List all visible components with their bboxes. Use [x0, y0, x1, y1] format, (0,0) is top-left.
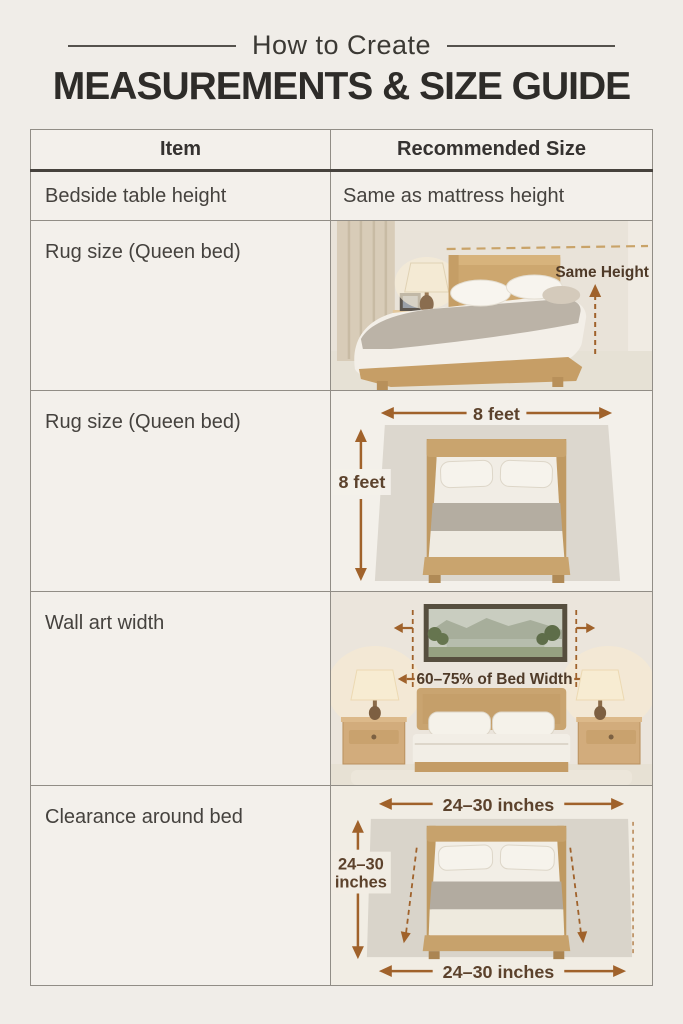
rug — [351, 770, 632, 785]
rug-width-label: 8 feet — [473, 403, 520, 425]
header — [0, 0, 683, 109]
table-row-bedside-height — [31, 171, 653, 221]
eyebrow-text: How to Create — [251, 30, 432, 60]
blanket-band — [431, 503, 563, 531]
pillow — [438, 845, 493, 871]
item-label: Rug size (Queen bed) — [31, 221, 331, 391]
table-row-clearance — [31, 786, 653, 986]
illustration-cell — [331, 786, 653, 986]
recommended-size-value: Same as mattress height — [331, 171, 653, 221]
clearance-left-label-line2: inches — [334, 873, 387, 892]
nightstand-left — [341, 717, 407, 764]
table-row-wall-art — [31, 592, 653, 786]
table-row-same-height — [31, 221, 653, 391]
clearance-bottom-label: 24–30 inches — [442, 962, 555, 983]
bed-frame — [415, 762, 569, 772]
pillow — [500, 460, 553, 488]
wall-art-illustration — [331, 592, 652, 785]
bedside-height-illustration — [331, 221, 652, 390]
item-label: Wall art width — [31, 592, 331, 786]
wall-art-width-label: 60–75% of Bed Width — [416, 670, 573, 689]
eyebrow-row — [0, 0, 683, 61]
duvet — [429, 531, 565, 557]
rug-size-illustration — [331, 391, 652, 591]
bed-leg — [553, 951, 564, 959]
bed — [423, 826, 571, 959]
illustration-cell — [331, 221, 653, 391]
size-guide-table — [30, 129, 653, 986]
bed-leg — [552, 575, 564, 583]
item-label: Clearance around bed — [31, 786, 331, 986]
pillow — [492, 712, 554, 736]
clearance-illustration — [331, 786, 652, 985]
item-label: Bedside table height — [31, 171, 331, 221]
page-title: MEASUREMENTS & SIZE GUIDE — [52, 65, 631, 108]
bed-leg — [377, 381, 388, 390]
blanket-band — [430, 882, 564, 910]
illustration-cell — [331, 391, 653, 592]
bed — [423, 439, 571, 583]
rug-height-label: 8 feet — [338, 471, 386, 493]
item-label: Rug size (Queen bed) — [31, 391, 331, 592]
clearance-top-label: 24–30 inches — [442, 794, 555, 815]
pillow — [440, 460, 493, 488]
bed-leg — [429, 951, 440, 959]
same-height-label: Same Height — [555, 263, 649, 282]
footboard — [423, 557, 571, 575]
left-rule — [68, 45, 236, 47]
wall-art — [424, 604, 568, 662]
duvet — [429, 909, 565, 935]
pillow — [500, 845, 555, 871]
column-header-size: Recommended Size — [331, 130, 653, 171]
illustration-cell — [331, 592, 653, 786]
pillow — [542, 286, 580, 304]
clearance-left-label-line1: 24–30 — [338, 855, 384, 874]
pillow — [451, 280, 511, 306]
bed — [413, 688, 571, 772]
right-rule — [447, 45, 615, 47]
table-header-row — [31, 130, 653, 171]
pillow — [429, 712, 491, 736]
bed-leg — [552, 377, 563, 387]
footboard — [423, 935, 571, 951]
mattress — [413, 734, 571, 764]
nightstand-right — [576, 717, 642, 764]
table-row-rug-size — [31, 391, 653, 592]
bed-leg — [429, 575, 441, 583]
column-header-item: Item — [31, 130, 331, 171]
